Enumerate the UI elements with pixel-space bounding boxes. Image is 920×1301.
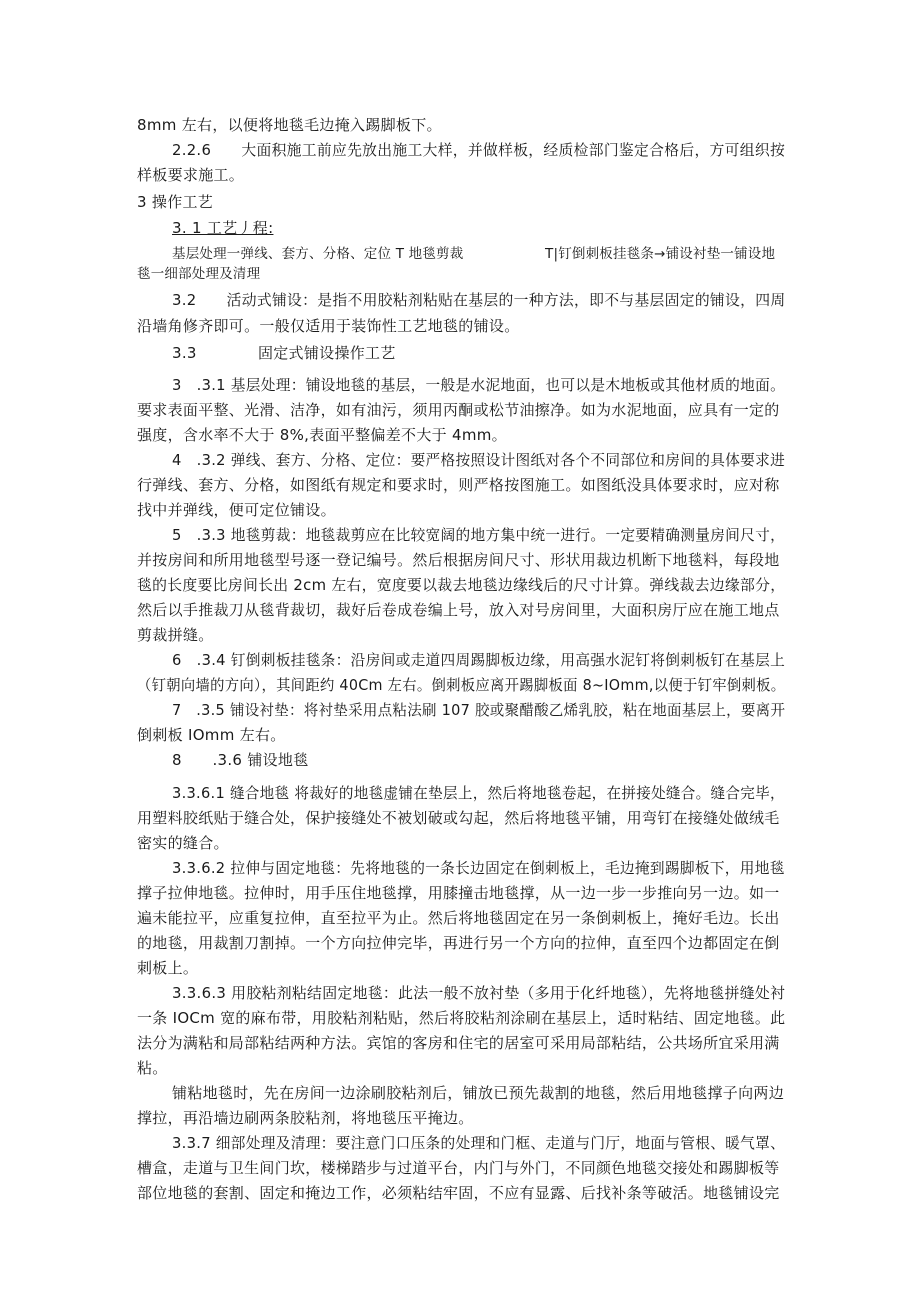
text-line: 毯的长度要比房间长出 2cm 左右，宽度要以裁去地毯边缘线后的尺寸计算。弹线裁去边缘部分， — [137, 576, 786, 594]
text-line: 6 .3.4 钉倒刺板挂毯条：沿房间或走道四周踢脚板边缘，用高强水泥钉将倒刺板钉在基层上 — [172, 651, 786, 669]
text-line: 密实的缝合。 — [137, 834, 229, 852]
process-flow-line: 基层处理一弹线、套方、分格、定位 T 地毯剪裁 — [172, 246, 464, 262]
text-line: 要求表面平整、光滑、洁净，如有油污，须用丙酮或松节油擦净。如为水泥地面，应具有一定的 — [137, 401, 780, 419]
text-line: 倒刺板 IOmm 左右。 — [137, 726, 286, 744]
text-line: 3.3.7 细部处理及清理：要注意门口压条的处理和门框、走道与门厅，地面与管根、暖气罩、 — [172, 1134, 786, 1152]
text-line: 3 .3.1 基层处理：铺设地毯的基层，一般是水泥地面，也可以是木地板或其他材质的地面。 — [172, 376, 786, 394]
section-heading: 3 操作工艺 — [137, 193, 214, 211]
subsection-heading: 3.3 固定式铺设操作工艺 — [172, 344, 396, 362]
text-line: 槽盒，走道与卫生间门坎，楼梯踏步与过道平台，内门与外门，不同颜色地毯交接处和踢脚板等 — [137, 1159, 780, 1177]
text-line: 2.2.6 大面积施工前应先放出施工大样，并做样板，经质检部门鉴定合格后，方可组织按 — [172, 141, 786, 159]
text-line: 行弹线、套方、分格，如图纸有规定和要求时，则严格按图施工。如图纸没具体要求时，应对称 — [137, 476, 780, 494]
text-line: 3.3.6.2 拉伸与固定地毯：先将地毯的一条长边固定在倒刺板上，毛边掩到踢脚板下，用地毯 — [172, 859, 785, 877]
process-flow-line: 毯一细部处理及清理 — [137, 266, 261, 282]
subsection-heading: 3. 1 工艺丿程: — [172, 219, 274, 237]
text-line: 3.3.6.3 用胶粘剂粘结固定地毯：此法一般不放衬垫（多用于化纤地毯），先将地毯拼缝处衬 — [172, 984, 786, 1002]
text-line: 剪裁拼缝。 — [137, 626, 214, 644]
text-line: 撑子拉伸地毯。拉伸时，用手压住地毯撑，用膝撞击地毯撑，从一边一步一步推向另一边。如一 — [137, 884, 780, 902]
text-line: 找中并弹线，便可定位铺设。 — [137, 501, 336, 519]
text-line: 用塑料胶纸贴于缝合处，保护接缝处不被划破或勾起，然后将地毯平铺，用弯钉在接缝处做绒毛 — [137, 809, 780, 827]
text-line: 一条 IOCm 宽的麻布带，用胶粘剂粘贴，然后将胶粘剂涂刷在基层上，适时粘结、固定地毯。此 — [137, 1009, 786, 1027]
text-line: 强度，含水率不大于 8%,表面平整偏差不大于 4mm。 — [137, 426, 507, 444]
text-line: 7 .3.5 铺设衬垫：将衬垫采用点粘法刷 107 胶或聚醋酸乙烯乳胶，粘在地面基层上，要离开 — [172, 701, 786, 719]
text-line: 刺板上。 — [137, 959, 199, 977]
text-line: 并按房间和所用地毯型号逐一登记编号。然后根据房间尺寸、形状用裁边机断下地毯料，每段地 — [137, 551, 780, 569]
text-line: 3.2 活动式铺设：是指不用胶粘剂粘贴在基层的一种方法，即不与基层固定的铺设，四周 — [172, 291, 786, 309]
text-line: 遍未能拉平，应重复拉伸，直至拉平为止。然后将地毯固定在另一条倒刺板上，掩好毛边。长出 — [137, 909, 780, 927]
text-line: 的地毯，用裁割刀割掉。一个方向拉伸完毕，再进行另一个方向的拉伸，直至四个边都固定在倒 — [137, 934, 780, 952]
text-line: 4 .3.2 弹线、套方、分格、定位：要严格按照设计图纸对各个不同部位和房间的具体要求进 — [172, 451, 786, 469]
text-line: 8mm 左右，以便将地毯毛边掩入踢脚板下。 — [137, 116, 442, 134]
process-flow-line: T|钉倒刺板挂毯条→铺设衬垫一铺设地 — [545, 246, 776, 262]
text-line: 5 .3.3 地毯剪裁：地毯裁剪应在比较宽阔的地方集中统一进行。一定要精确测量房间尺寸， — [172, 526, 786, 544]
text-line: 部位地毯的套割、固定和掩边工作，必须粘结牢固，不应有显露、后找补条等破活。地毯铺设完 — [137, 1184, 780, 1202]
subsection-heading: 8 .3.6 铺设地毯 — [172, 751, 309, 769]
text-line: 然后以手推裁刀从毯背裁切，裁好后卷成卷编上号，放入对号房间里，大面积房厅应在施工地点 — [137, 601, 780, 619]
text-line: 3.3.6.1 缝合地毯 将裁好的地毯虚铺在垫层上，然后将地毯卷起，在拼接处缝合。缝合完毕， — [172, 784, 785, 802]
text-line: 铺粘地毯时，先在房间一边涂刷胶粘剂后，铺放已预先裁割的地毯，然后用地毯撑子向两边 — [172, 1084, 785, 1102]
text-line: 样板要求施工。 — [137, 166, 245, 184]
text-line: 法分为满粘和局部粘结两种方法。宾馆的客房和住宅的居室可采用局部粘结，公共场所宜采用满 — [137, 1034, 780, 1052]
text-line: 撑拉，再沿墙边刷两条胶粘剂，将地毯压平掩边。 — [137, 1109, 474, 1127]
text-line: 粘。 — [137, 1059, 168, 1077]
text-line: 沿墙角修齐即可。一般仅适用于装饰性工艺地毯的铺设。 — [137, 317, 520, 335]
text-line: （钉朝向墙的方向），其间距约 40Cm 左右。倒刺板应离开踢脚板面 8~IOmm,以便于钉牢倒刺板。 — [137, 676, 786, 694]
